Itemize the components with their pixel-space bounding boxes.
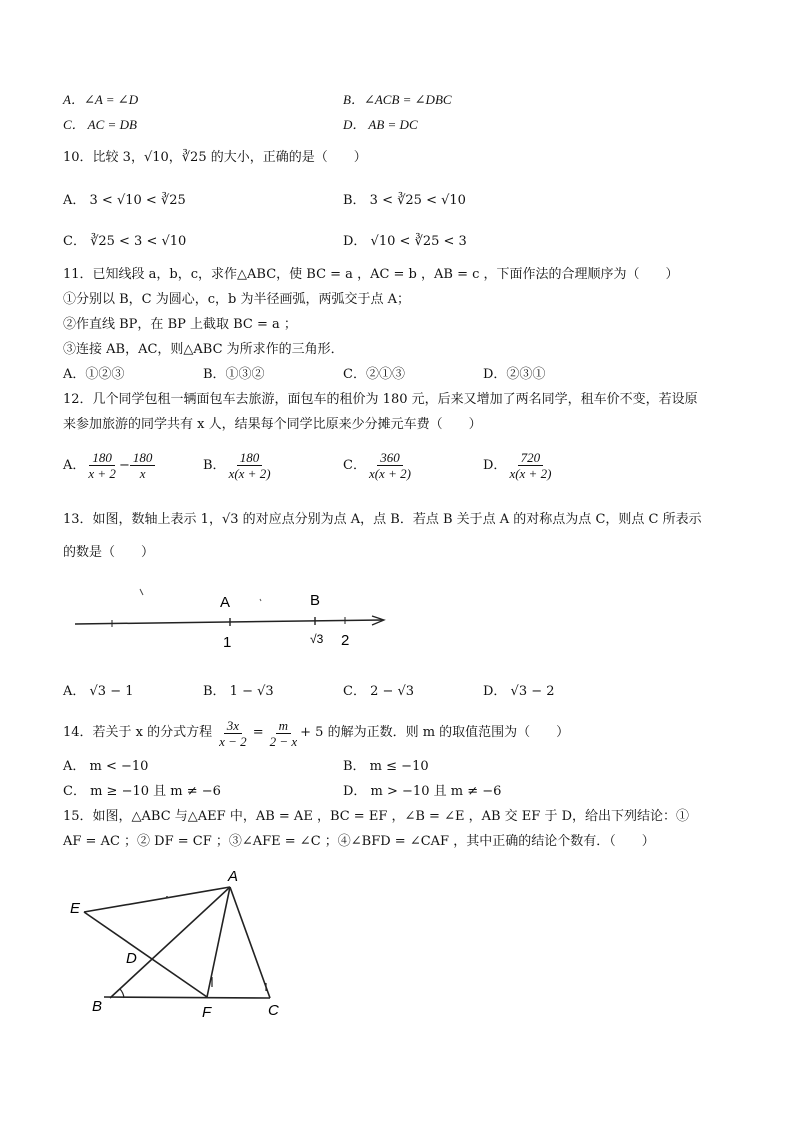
q14-option-b: B． m ≤ −10 — [343, 759, 429, 774]
q12-option-b-label: B． — [203, 457, 226, 473]
q11-option-b: B．①③② — [203, 367, 265, 382]
q14-stem-prefix: 14．若关于 x 的分式方程 — [63, 725, 213, 740]
q11-stem: 11．已知线段 a，b，c，求作△ABC，使 BC = a ，AC = b ，AB = c ，下面作法的合理顺序为（ ） — [63, 267, 679, 282]
q15-stem-line-1: 15．如图，△ABC 与△AEF 中，AB = AE ，BC = EF ，∠B = ∠E ，AB 交 EF 于 D，给出下列结论：① — [63, 809, 689, 824]
q14-option-d: D． m > −10 且 m ≠ −6 — [343, 784, 502, 799]
q9-option-a: A．∠A = ∠D — [63, 92, 139, 107]
q14-option-a: A． m < −10 — [63, 759, 149, 774]
q9-option-c: C． AC = DB — [63, 117, 137, 132]
label-two: 2 — [341, 632, 350, 649]
q11-option-a: A．①②③ — [63, 367, 125, 382]
q14-option-c: C． m ≥ −10 且 m ≠ −6 — [63, 784, 221, 799]
label-sqrt3: √3 — [310, 632, 324, 646]
q10-option-b: B． 3 < ∛25 < √10 — [343, 193, 466, 208]
q11-step-1: ①分别以 B，C 为圆心，c，b 为半径画弧，两弧交于点 A； — [63, 292, 411, 307]
q14-stem-suffix: + 5 的解为正数．则 m 的取值范围为（ ） — [300, 725, 570, 740]
q12-option-b-fraction: $\frac{180}{x(x + 2)}$ — [228, 450, 271, 481]
triangle-figure — [62, 865, 302, 1025]
q12-option-a — [63, 450, 155, 481]
label-e: E — [70, 900, 81, 917]
q10-option-a: A． 3 < √10 < ∛25 — [63, 193, 186, 208]
q11-step-3: ③连接 AB，AC，则△ABC 为所求作的三角形． — [63, 342, 344, 357]
label-d: D — [126, 950, 137, 967]
segment-ac — [230, 887, 270, 998]
q12-option-d-fraction: $\frac{720}{x(x + 2)}$ — [509, 450, 552, 481]
q12-option-a-fraction-1: $\frac{180}{x + 2}$ — [88, 450, 116, 481]
q12-option-b — [203, 450, 274, 481]
label-c: C — [268, 1002, 279, 1019]
q15-stem-line-2: AF = AC ；② DF = CF ；③∠AFE = ∠C ；④∠BFD = ∠CAF ，其中正确的结论个数有．（ ） — [63, 834, 655, 849]
number-line-figure — [70, 585, 400, 655]
q11-option-c: C．②①③ — [343, 367, 405, 382]
q14-equals: = — [252, 725, 264, 740]
segment-af — [207, 887, 230, 997]
q13-option-d: D． √3 − 2 — [483, 684, 555, 699]
number-line-axis — [75, 620, 382, 624]
q13-stem-line-2: 的数是（ ） — [63, 545, 155, 560]
q13-option-a: A． √3 − 1 — [63, 684, 134, 699]
q13-stem-line-1: 13．如图，数轴上表示 1，√3 的对应点分别为点 A，点 B．若点 B 关于点 A 的对称点为点 C，则点 C 所表示 — [63, 512, 702, 527]
q12-option-a-fraction-2: $\frac{180}{x}$ — [130, 450, 156, 481]
q14-fraction-2: $\frac{m}{2 - x}$ — [269, 717, 298, 749]
q12-option-a-label: A． — [63, 457, 86, 473]
q12-option-a-minus: − — [118, 457, 130, 473]
segment-bc — [104, 997, 270, 998]
q10-option-c: C． ∛25 < 3 < √10 — [63, 234, 187, 249]
label-b: B — [92, 998, 103, 1015]
q10-stem: 10．比较 3，√10，∛25 的大小，正确的是（ ） — [63, 150, 367, 165]
q14-stem — [63, 716, 569, 750]
scan-mark — [260, 599, 261, 601]
q12-stem-line-1: 12．几个同学包租一辆面包车去旅游，面包车的租价为 180 元，后来又增加了两名同学，租车价不变，若设原 — [63, 392, 698, 407]
label-b: B — [310, 592, 321, 609]
q12-option-d — [483, 450, 554, 481]
q11-option-d: D．②③① — [483, 367, 546, 382]
scan-dot — [166, 896, 168, 898]
q13-option-c: C． 2 − √3 — [343, 684, 415, 699]
q12-stem-line-2: 来参加旅游的同学共有 x 人，结果每个同学比原来少分摊元车费（ ） — [63, 417, 482, 432]
q12-option-c — [343, 450, 414, 481]
label-a: A — [228, 868, 239, 885]
q9-option-d: D． AB = DC — [343, 117, 418, 132]
q12-option-c-fraction: $\frac{360}{x(x + 2)}$ — [368, 450, 411, 481]
q10-option-d: D． √10 < ∛25 < 3 — [343, 234, 467, 249]
q12-option-c-label: C． — [343, 457, 366, 473]
label-one: 1 — [223, 634, 232, 651]
q9-option-b: B．∠ACB = ∠DBC — [343, 92, 452, 107]
q12-option-d-label: D． — [483, 457, 507, 473]
q14-fraction-1: $\frac{3x}{x - 2}$ — [219, 717, 247, 749]
q13-option-b: B． 1 − √3 — [203, 684, 274, 699]
label-f: F — [202, 1004, 212, 1021]
scan-mark — [140, 589, 143, 595]
label-a: A — [220, 594, 231, 611]
q11-step-2: ②作直线 BP，在 BP 上截取 BC = a ； — [63, 317, 297, 332]
